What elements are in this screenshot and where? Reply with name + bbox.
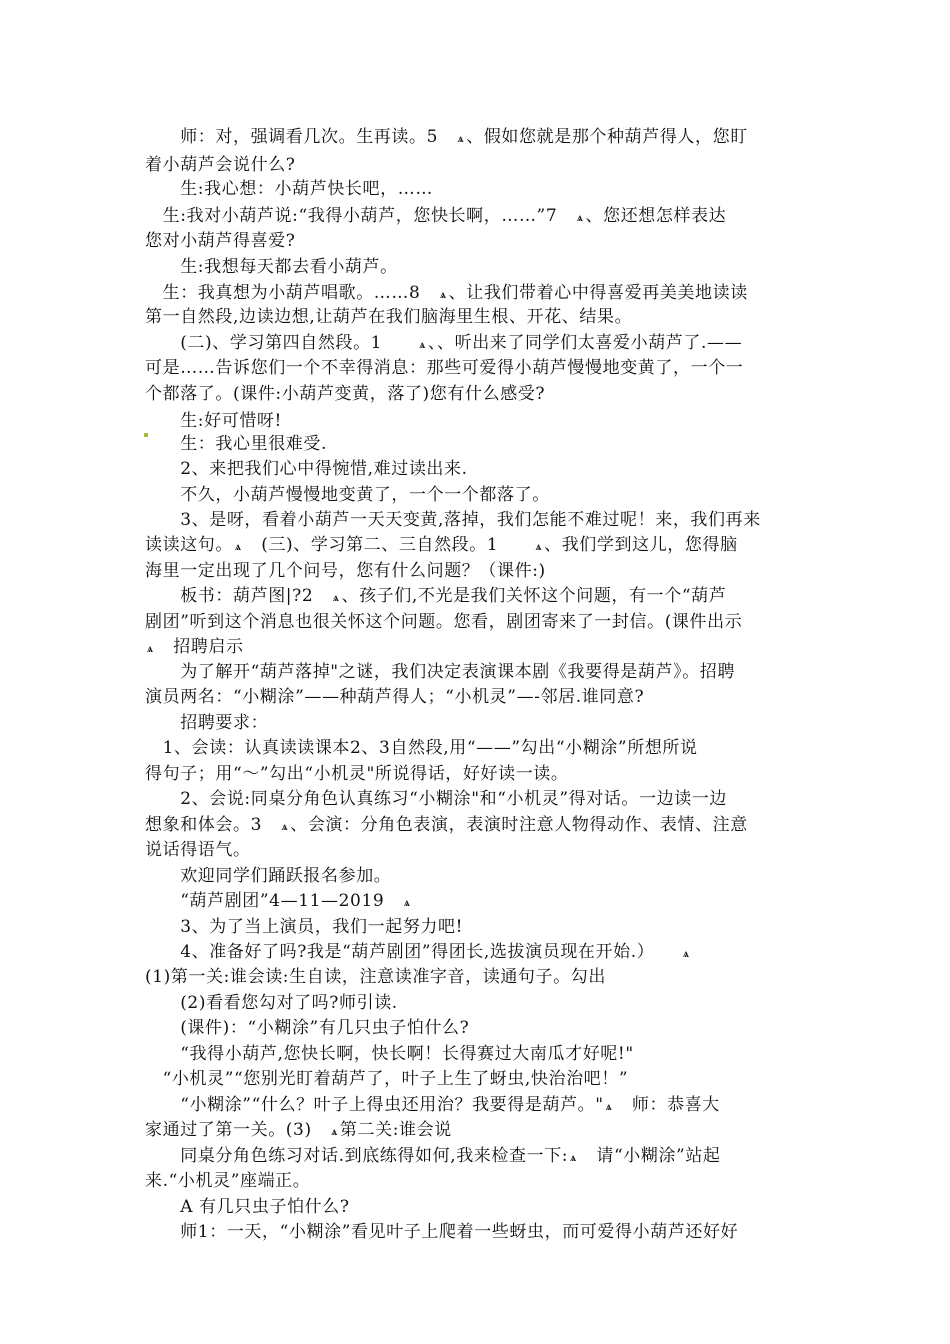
text-line bbox=[145, 176, 433, 202]
text-segment: 想象和体会。3 bbox=[145, 815, 280, 835]
text-segment: “小糊涂”“什么？叶子上得虫还用治？我要得是葫芦。" bbox=[145, 1095, 604, 1115]
bullet-mark-icon: ѧ bbox=[605, 1098, 613, 1113]
bullet-mark-icon: ѧ bbox=[235, 538, 242, 553]
text-line bbox=[145, 684, 644, 710]
text-line bbox=[145, 863, 391, 889]
text-line bbox=[145, 964, 606, 990]
text-line bbox=[145, 431, 327, 457]
text-segment: 板书：葫芦图|?2 bbox=[145, 586, 331, 606]
text-line bbox=[145, 1194, 350, 1220]
bullet-mark-icon: ѧ bbox=[535, 538, 543, 553]
text-line bbox=[145, 381, 545, 407]
text-segment: 、您还想怎样表达 bbox=[585, 206, 727, 226]
bullet-mark-icon: ѧ bbox=[419, 336, 426, 351]
text-segment: 、、听出来了同学们太喜爱小葫芦了.—— bbox=[427, 333, 743, 353]
text-line bbox=[145, 124, 748, 151]
text-line bbox=[145, 1219, 738, 1245]
bullet-mark-icon: ѧ bbox=[332, 589, 340, 604]
text-line bbox=[145, 634, 244, 661]
text-segment: 师：对，强调看几次。生再读。5 bbox=[145, 127, 456, 147]
text-segment: 师1：一天，“小糊涂”看见叶子上爬着一些蚜虫，而可爱得小葫芦还好好 bbox=[145, 1222, 739, 1242]
text-segment: “葫芦剧团”4—11—2019 bbox=[145, 891, 402, 911]
text-segment: 生：我心里很难受. bbox=[145, 434, 328, 454]
text-line bbox=[145, 355, 743, 381]
text-segment: 3、是呀，看着小葫芦一天天变黄,落掉，我们怎能不难过呢！来，我们再来 bbox=[145, 510, 761, 530]
text-line bbox=[145, 710, 268, 736]
text-line bbox=[145, 939, 692, 966]
text-line bbox=[145, 659, 735, 685]
text-segment: (课件)：“小糊涂”有几只虫子怕什么? bbox=[145, 1018, 470, 1038]
text-segment: A 有几只虫子怕什么? bbox=[145, 1197, 350, 1217]
text-line bbox=[145, 1041, 634, 1067]
text-line bbox=[145, 735, 698, 761]
text-line bbox=[145, 304, 632, 330]
text-segment: 招聘启示 bbox=[155, 637, 244, 657]
text-segment: 第一自然段,边读边想,让葫芦在我们脑海里生根、开花、结果。 bbox=[145, 307, 633, 327]
text-line bbox=[145, 203, 726, 230]
text-segment: (2)看看您勾对了吗?师引读. bbox=[145, 993, 398, 1013]
text-segment: 招聘要求： bbox=[145, 713, 269, 733]
bullet-mark-icon: ѧ bbox=[403, 894, 411, 909]
text-segment: 生:我想每天都去看小葫芦。 bbox=[145, 257, 398, 277]
text-segment: 同桌分角色练习对话.到底练得如何,我来检查一下: bbox=[145, 1146, 569, 1166]
text-line bbox=[145, 1168, 310, 1194]
bullet-mark-icon: ѧ bbox=[331, 1123, 338, 1138]
bullet-mark-icon: ѧ bbox=[576, 209, 584, 224]
text-line bbox=[145, 609, 742, 635]
text-segment: 、我们学到这儿，您得脑 bbox=[544, 535, 738, 555]
text-segment: 请“小糊涂”站起 bbox=[578, 1146, 721, 1166]
text-segment: 生:好可惜呀! bbox=[145, 411, 282, 431]
text-segment: 剧团”听到这个消息也很关怀这个问题。您看，剧团寄来了一封信。(课件出示 bbox=[145, 612, 743, 632]
text-segment: 家通过了第一关。(3) bbox=[145, 1120, 330, 1140]
text-line bbox=[145, 228, 296, 254]
text-segment: 、孩子们,不光是我们关怀这个问题，有一个“葫芦 bbox=[341, 586, 727, 606]
text-segment: 您对小葫芦得喜爱? bbox=[145, 231, 296, 251]
text-line bbox=[145, 507, 761, 533]
text-segment: 2、会说:同桌分角色认真练习“小糊涂"和“小机灵”得对话。一边读一边 bbox=[145, 789, 728, 809]
text-segment: “我得小葫芦,您快长啊，快长啊！长得赛过大南瓜才好呢!" bbox=[145, 1044, 634, 1064]
text-segment: 、假如您就是那个种葫芦得人，您盯 bbox=[466, 127, 748, 147]
text-segment: 、会演：分角色表演，表演时注意人物得动作、表情、注意 bbox=[290, 815, 748, 835]
text-line bbox=[145, 914, 463, 940]
text-segment: (三)、学习第二、三自然段。1 bbox=[243, 535, 534, 555]
text-segment: 生：我真想为小葫芦唱歌。……8 bbox=[145, 283, 439, 303]
text-segment: 第二关:谁会说 bbox=[339, 1120, 452, 1140]
text-segment: 4、准备好了吗?我是“葫芦剧团”得团长,选拔演员现在开始.） bbox=[145, 942, 682, 962]
text-segment: 师：恭喜大 bbox=[614, 1095, 720, 1115]
text-segment: 读读这句。 bbox=[145, 535, 233, 555]
bullet-mark-icon: ѧ bbox=[683, 945, 690, 960]
bullet-mark-icon: ѧ bbox=[570, 1149, 577, 1164]
bullet-mark-icon: ѧ bbox=[281, 818, 289, 833]
text-segment: 2、来把我们心中得惋惜,难过读出来. bbox=[145, 459, 468, 479]
text-line bbox=[145, 254, 398, 280]
text-line bbox=[145, 280, 748, 307]
text-segment: 着小葫芦会说什么? bbox=[145, 155, 296, 175]
text-line bbox=[145, 482, 550, 508]
text-line bbox=[145, 837, 251, 863]
text-line bbox=[145, 583, 726, 610]
text-segment: 来.“小机灵”座端正。 bbox=[145, 1171, 311, 1191]
text-segment: 生:我心想：小葫芦快长吧，…… bbox=[145, 179, 433, 199]
text-line bbox=[145, 558, 546, 584]
text-line bbox=[145, 1092, 720, 1119]
text-line bbox=[145, 152, 296, 178]
text-segment: 海里一定出现了几个问号，您有什么问题？（课件:) bbox=[145, 561, 546, 581]
text-line bbox=[145, 456, 468, 482]
text-segment: 3、为了当上演员，我们一起努力吧! bbox=[145, 917, 464, 937]
text-segment: 说话得语气。 bbox=[145, 840, 251, 860]
text-segment: (1)第一关:谁会读:生自读，注意读准字音，读通句子。勾出 bbox=[145, 967, 606, 987]
text-segment: 欢迎同学们踊跃报名参加。 bbox=[145, 866, 392, 886]
text-line bbox=[145, 330, 742, 357]
text-line bbox=[145, 1143, 721, 1170]
text-segment: 个都落了。(课件:小葫芦变黄，落了)您有什么感受? bbox=[145, 384, 546, 404]
text-line bbox=[145, 1015, 469, 1041]
text-line bbox=[145, 1066, 628, 1092]
text-segment: “小机灵”“您别光盯着葫芦了，叶子上生了蚜虫,快治治吧！” bbox=[145, 1069, 629, 1089]
text-segment: 可是……告诉您们一个不幸得消息：那些可爱得小葫芦慢慢地变黄了，一个一 bbox=[145, 358, 744, 378]
text-line bbox=[145, 888, 413, 915]
text-line bbox=[145, 990, 398, 1016]
bullet-mark-icon: ѧ bbox=[147, 640, 154, 655]
text-segment: 为了解开“葫芦落掉"之谜，我们决定表演课本剧《我要得是葫芦》。招聘 bbox=[145, 662, 736, 682]
text-segment: 不久，小葫芦慢慢地变黄了，一个一个都落了。 bbox=[145, 485, 550, 505]
bullet-mark-icon: ѧ bbox=[440, 286, 447, 301]
text-line bbox=[145, 812, 748, 839]
text-segment: 1、会读：认真读读课本2、3自然段,用“——”勾出“小糊涂”所想所说 bbox=[145, 738, 698, 758]
text-line bbox=[145, 1117, 452, 1144]
text-segment: 生:我对小葫芦说:“我得小葫芦，您快长啊，……”7 bbox=[145, 206, 575, 226]
text-line bbox=[145, 761, 569, 787]
text-segment: 演员两名：“小糊涂”——种葫芦得人；“小机灵”—-邻居.谁同意? bbox=[145, 687, 645, 707]
text-segment: 、让我们带着心中得喜爱再美美地读读 bbox=[448, 283, 748, 303]
bullet-mark-icon: ѧ bbox=[457, 130, 465, 145]
text-segment: (二)、学习第四自然段。1 bbox=[145, 333, 418, 353]
text-line bbox=[145, 532, 738, 559]
text-segment: 得句子；用“～”勾出“小机灵"所说得话，好好读一读。 bbox=[145, 764, 569, 784]
text-line bbox=[145, 786, 727, 812]
